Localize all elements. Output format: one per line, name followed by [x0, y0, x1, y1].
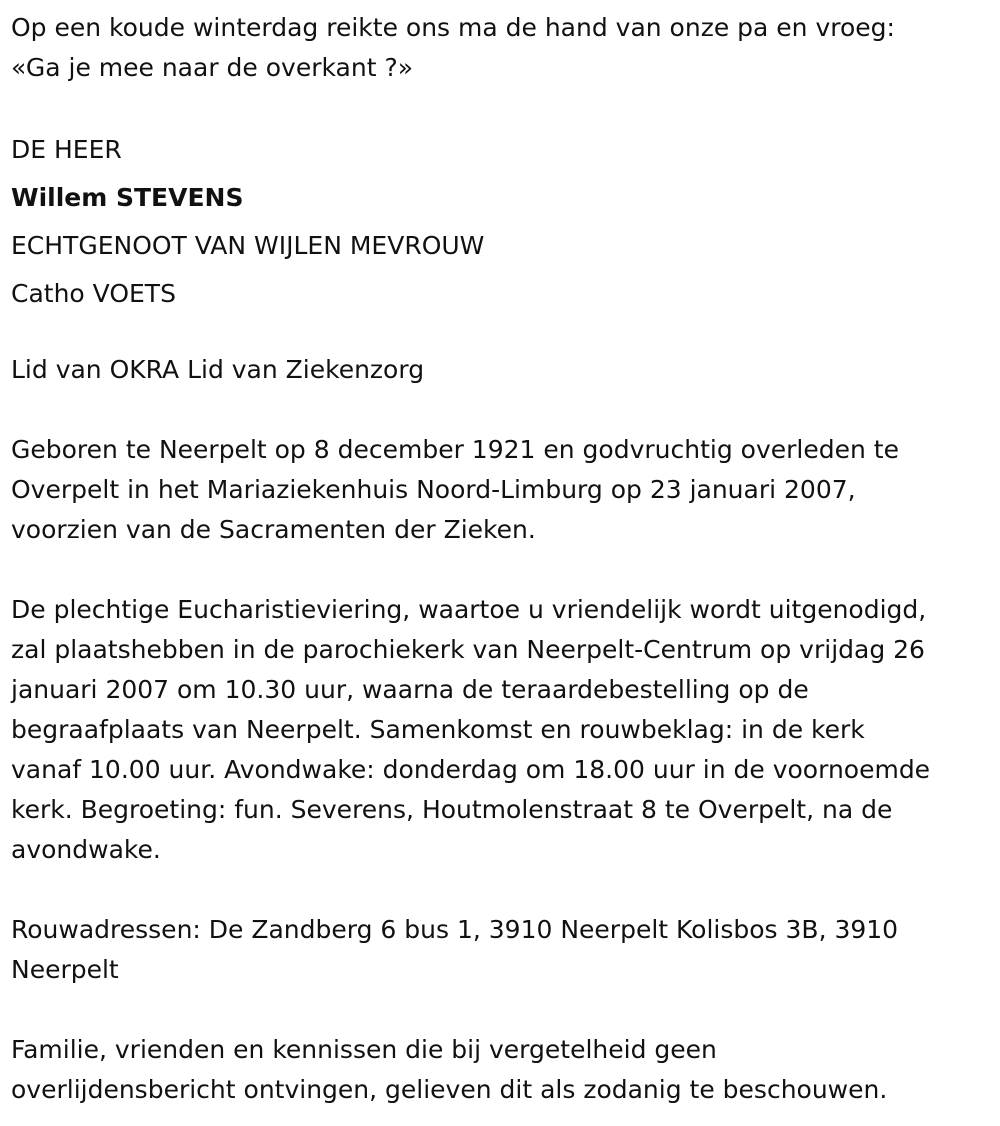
- birth-death-paragraph: [11, 430, 991, 550]
- spacer: [11, 990, 991, 1030]
- paragraph-line: Overpelt in het Mariaziekenhuis Noord-Limburg op 23 januari 2007,: [11, 475, 856, 504]
- paragraph-line: overlijdensbericht ontvingen, gelieven dit als zodanig te beschouwen.: [11, 1075, 888, 1104]
- deceased-name: Willem STEVENS: [11, 183, 244, 212]
- honorific: DE HEER: [11, 135, 122, 164]
- paragraph-line: kerk. Begroeting: fun. Severens, Houtmolenstraat 8 te Overpelt, na de: [11, 795, 893, 824]
- spacer: [11, 88, 991, 128]
- paragraph-line: begraafplaats van Neerpelt. Samenkomst en rouwbeklag: in de kerk: [11, 715, 865, 744]
- spouse-name: Catho VOETS: [11, 279, 176, 308]
- deceased-block: [11, 126, 991, 318]
- spacer: [11, 318, 991, 350]
- mourning-addresses: [11, 910, 991, 990]
- paragraph-line: vanaf 10.00 uur. Avondwake: donderdag om 18.00 uur in de voornoemde: [11, 755, 931, 784]
- paragraph-line: zal plaatshebben in de parochiekerk van Neerpelt-Centrum op vrijdag 26: [11, 635, 925, 664]
- quote-line: «Ga je mee naar de overkant ?»: [11, 53, 414, 82]
- paragraph-line: voorzien van de Sacramenten der Zieken.: [11, 515, 536, 544]
- ceremony-paragraph: [11, 590, 991, 870]
- paragraph-line: januari 2007 om 10.30 uur, waarna de teraardebestelling op de: [11, 675, 809, 704]
- opening-quote: [11, 8, 991, 88]
- quote-line: Op een koude winterdag reikte ons ma de hand van onze pa en vroeg:: [11, 13, 895, 42]
- paragraph-line: Geboren te Neerpelt op 8 december 1921 en godvruchtig overleden te: [11, 435, 899, 464]
- spacer: [11, 550, 991, 590]
- spacer: [11, 870, 991, 910]
- paragraph-line: avondwake.: [11, 835, 161, 864]
- paragraph-line: Familie, vrienden en kennissen die bij vergetelheid geen: [11, 1035, 717, 1064]
- relation: ECHTGENOOT VAN WIJLEN MEVROUW: [11, 231, 485, 260]
- closing-paragraph: [11, 1030, 991, 1110]
- paragraph-line: De plechtige Eucharistieviering, waartoe u vriendelijk wordt uitgenodigd,: [11, 595, 927, 624]
- paragraph-line: Neerpelt: [11, 955, 119, 984]
- spacer: [11, 390, 991, 430]
- paragraph-line: Rouwadressen: De Zandberg 6 bus 1, 3910 Neerpelt Kolisbos 3B, 3910: [11, 915, 899, 944]
- memberships: Lid van OKRA Lid van Ziekenzorg: [11, 355, 425, 384]
